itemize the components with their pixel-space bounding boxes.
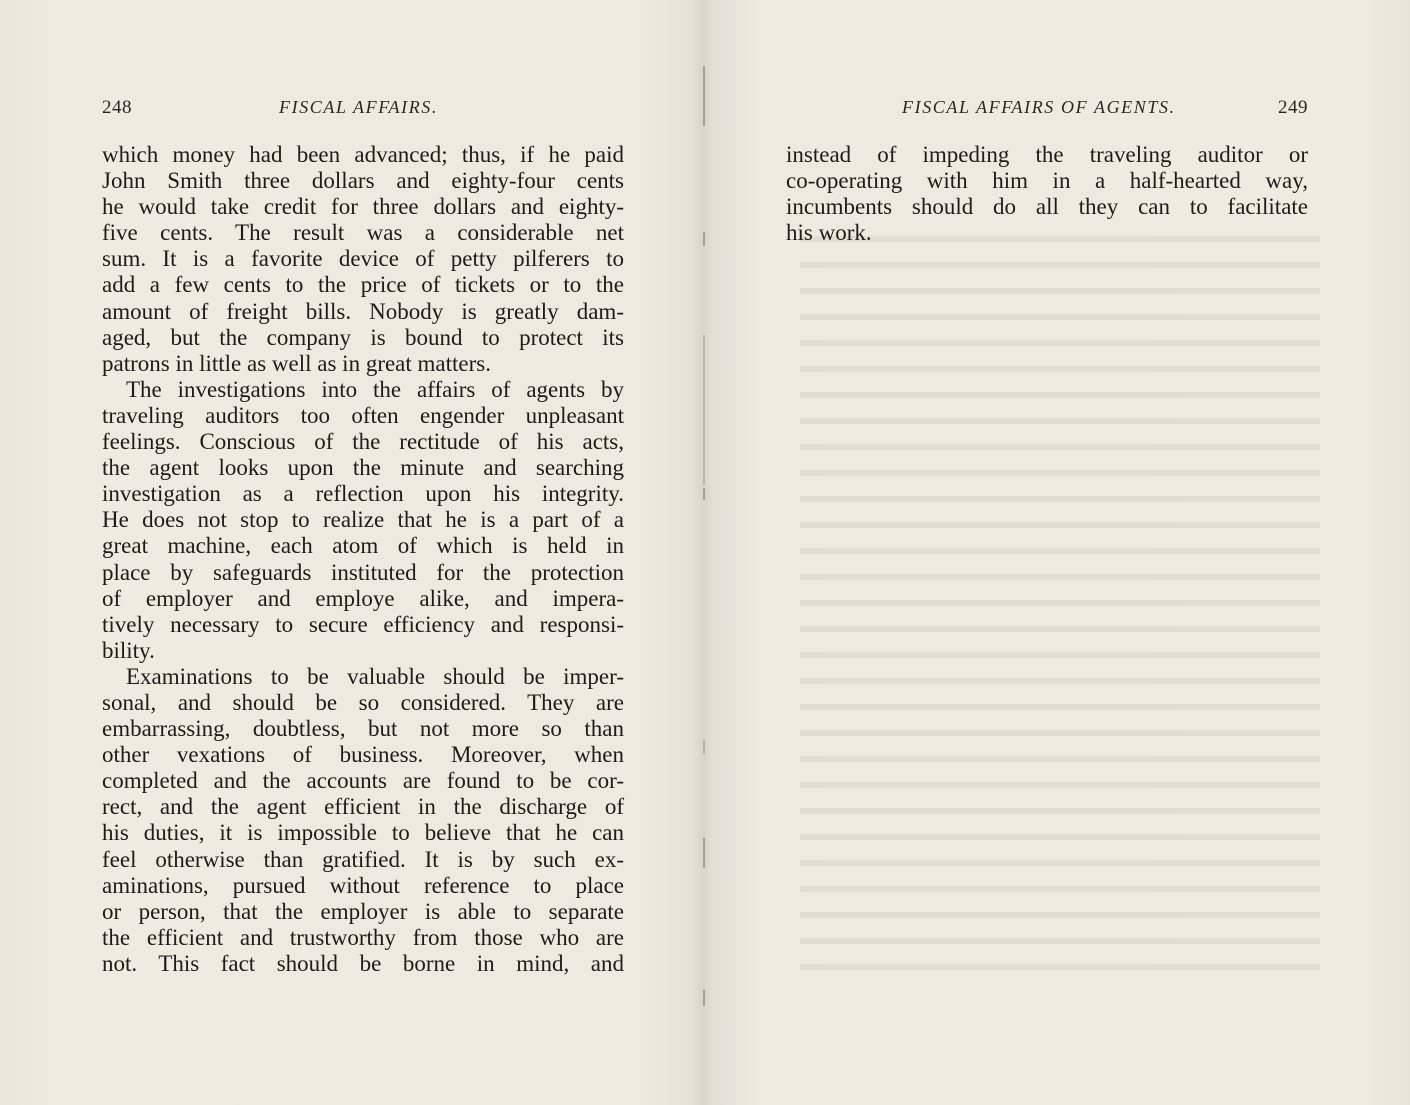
text-line: embarrassing, doubtless, but not more so than: [102, 716, 624, 742]
text-line: The investigations into the affairs of agents by: [126, 376, 624, 402]
gutter-mark: [703, 335, 705, 485]
text-line: rect, and the agent efficient in the discharge of: [102, 794, 624, 820]
left-page-body: [102, 142, 624, 977]
gutter-mark: [703, 66, 705, 126]
text-line: completed and the accounts are found to be cor-: [102, 768, 624, 794]
text-line: feel otherwise than gratified. It is by such ex-: [102, 846, 624, 872]
text-line: Examinations to be valuable should be imper-: [126, 663, 624, 689]
text-line: five cents. The result was a considerable net: [102, 220, 624, 246]
text-line: not. This fact should be borne in mind, and: [102, 950, 624, 976]
gutter-mark: [703, 740, 705, 754]
right-page-number: 249: [1278, 97, 1308, 118]
text-line: great machine, each atom of which is held in: [102, 533, 624, 559]
text-line: his work.: [786, 220, 872, 246]
text-line: investigation as a reflection upon his integrity.: [102, 481, 624, 507]
gutter-mark: [703, 232, 705, 246]
text-line: feelings. Conscious of the rectitude of his acts,: [102, 429, 624, 455]
text-line: he would take credit for three dollars and eighty-: [102, 194, 624, 220]
text-line: place by safeguards instituted for the protection: [102, 559, 624, 585]
text-line: co-operating with him in a half-hearted way,: [786, 168, 1308, 194]
text-line: instead of impeding the traveling auditor or: [786, 142, 1308, 167]
text-line: his duties, it is impossible to believe that he can: [102, 820, 624, 846]
gutter-mark: [703, 488, 705, 500]
text-line: John Smith three dollars and eighty-four cents: [102, 168, 624, 194]
text-line: bility.: [102, 637, 155, 663]
text-line: the agent looks upon the minute and searching: [102, 455, 624, 481]
text-line: incumbents should do all they can to facilitate: [786, 194, 1308, 220]
text-line: aged, but the company is bound to protect its: [102, 324, 624, 350]
left-page-number: 248: [102, 97, 132, 118]
text-line: sum. It is a favorite device of petty pilferers to: [102, 246, 624, 272]
show-through-text: [800, 220, 1320, 980]
text-line: the efficient and trustworthy from those who are: [102, 924, 624, 950]
text-line: or person, that the employer is able to separate: [102, 898, 624, 924]
text-line: He does not stop to realize that he is a part of a: [102, 507, 624, 533]
text-line: which money had been advanced; thus, if he paid: [102, 142, 624, 167]
text-line: tively necessary to secure efficiency and responsi-: [102, 611, 624, 637]
text-line: sonal, and should be so considered. They are: [102, 689, 624, 715]
gutter-mark: [703, 990, 705, 1006]
right-page-body: [786, 142, 1308, 246]
gutter-mark: [703, 838, 705, 868]
text-line: other vexations of business. Moreover, when: [102, 742, 624, 768]
text-line: traveling auditors too often engender unpleasant: [102, 402, 624, 428]
text-line: patrons in little as well as in great matters.: [102, 350, 491, 376]
text-line: aminations, pursued without reference to place: [102, 872, 624, 898]
text-line: add a few cents to the price of tickets or to the: [102, 272, 624, 298]
right-running-head: FISCAL AFFAIRS OF AGENTS.: [902, 97, 1176, 117]
text-line: of employer and employe alike, and impera-: [102, 585, 624, 611]
text-line: amount of freight bills. Nobody is greatly dam-: [102, 298, 624, 324]
left-page-header: [102, 97, 626, 123]
left-running-head: FISCAL AFFAIRS.: [279, 97, 438, 117]
right-page-header: [786, 97, 1308, 123]
